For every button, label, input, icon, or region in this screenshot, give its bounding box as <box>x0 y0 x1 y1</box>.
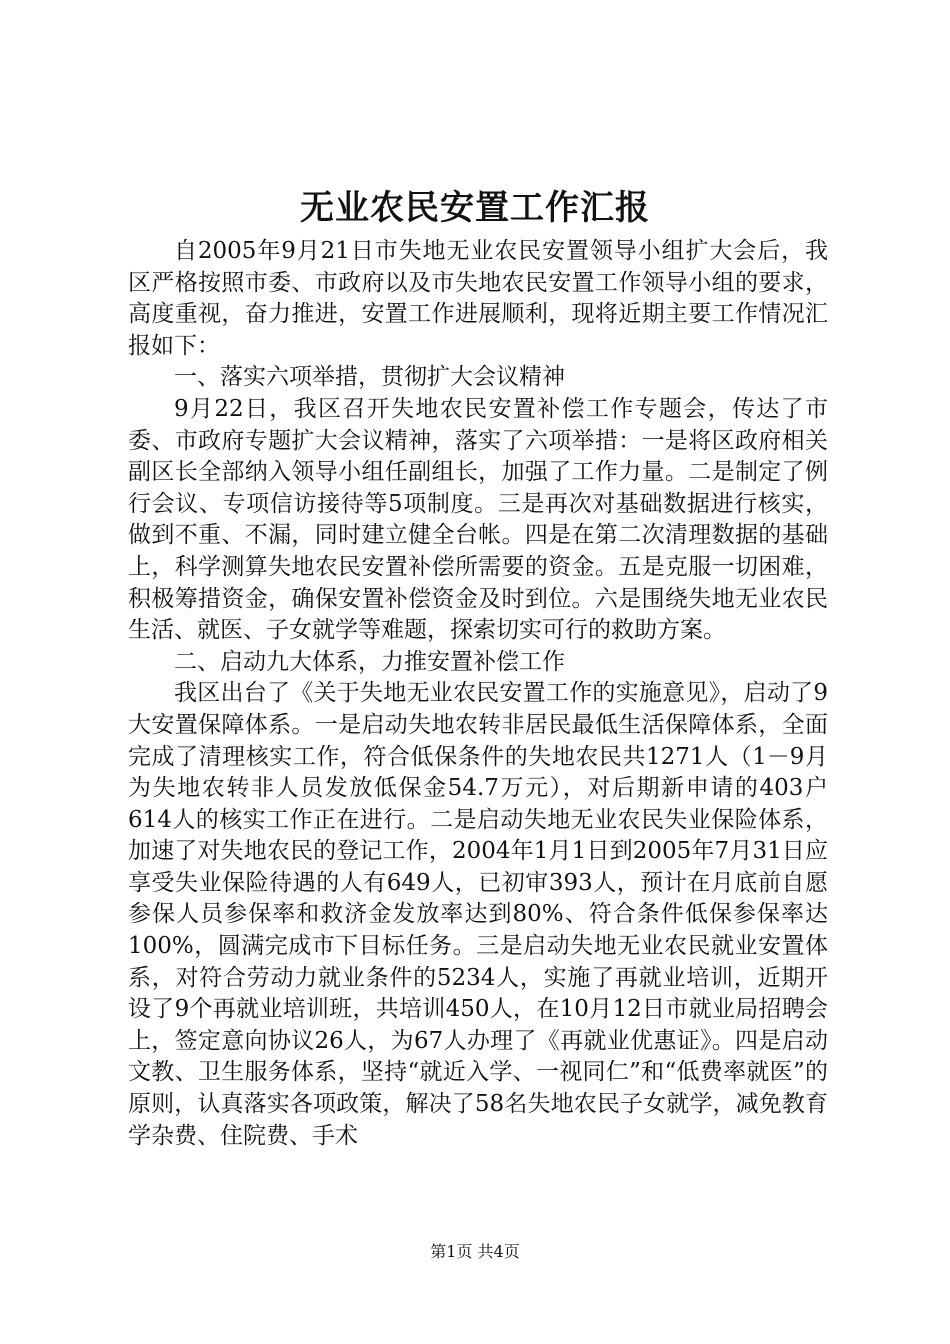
document-body <box>128 236 828 1152</box>
paragraph-section-1: 9月22日，我区召开失地农民安置补偿工作专题会，传达了市委、市政府专题扩大会议精神，落实了六项举措：一是将区政府相关副区长全部纳入领导小组任副组长，加强了工作力量。二是制定了例行会议、专项信访接待等5项制度。三是再次对基础数据进行核实，做到不重、不漏，同时建立健全台帐。四是在第二次清理数据的基础上，科学测算失地农民安置补偿所需要的资金。五是克服一切困难，积极筹措资金，确保安置补偿资金及时到位。六是围绕失地无业农民生活、就医、子女就学等难题，探索切实可行的救助方案。 <box>128 395 828 644</box>
paragraph-section-2: 我区出台了《关于失地无业农民安置工作的实施意见》，启动了9大安置保障体系。一是启动失地农转非居民最低生活保障体系，全面完成了清理核实工作，符合低保条件的失地农民共1271人（1－9月为失地农转非人员发放低保金54.7万元），对后期新申请的403户614人的核实工作正在进行。二是启动失地无业农民失业保险体系，加速了对失地农民的登记工作，2004年1月1日到2005年7月31日应享受失业保险待遇的人有649人，已初审393人，预计在月底前自愿参保人员参保率和救济金发放率达到80%、符合条件低保参保率达100%，圆满完成市下目标任务。三是启动失地无业农民就业安置体系，对符合劳动力就业条件的5234人，实施了再就业培训，近期开设了9个再就业培训班，共培训450人，在10月12日市就业局招聘会上，签定意向协议26人，为67人办理了《再就业优惠证》。四是启动文教、卫生服务体系，坚持“就近入学、一视同仁”和“低费率就医”的原则，认真落实各项政策，解决了58名失地农民子女就学，减免教育学杂费、住院费、手术 <box>128 680 828 1149</box>
document-title: 无业农民安置工作汇报 <box>300 188 650 228</box>
paragraph-intro: 自2005年9月21日市失地无业农民安置领导小组扩大会后，我区严格按照市委、市政府以及市失地农民安置工作领导小组的要求，高度重视，奋力推进，安置工作进展顺利，现将近期主要工作情况汇报如下： <box>128 238 828 359</box>
page-number-footer: 第1页 共4页 <box>430 1242 520 1261</box>
section-heading-1: 一、落实六项举措，贯彻扩大会议精神 <box>174 364 565 391</box>
section-heading-2: 二、启动九大体系，力推安置补偿工作 <box>174 648 565 675</box>
